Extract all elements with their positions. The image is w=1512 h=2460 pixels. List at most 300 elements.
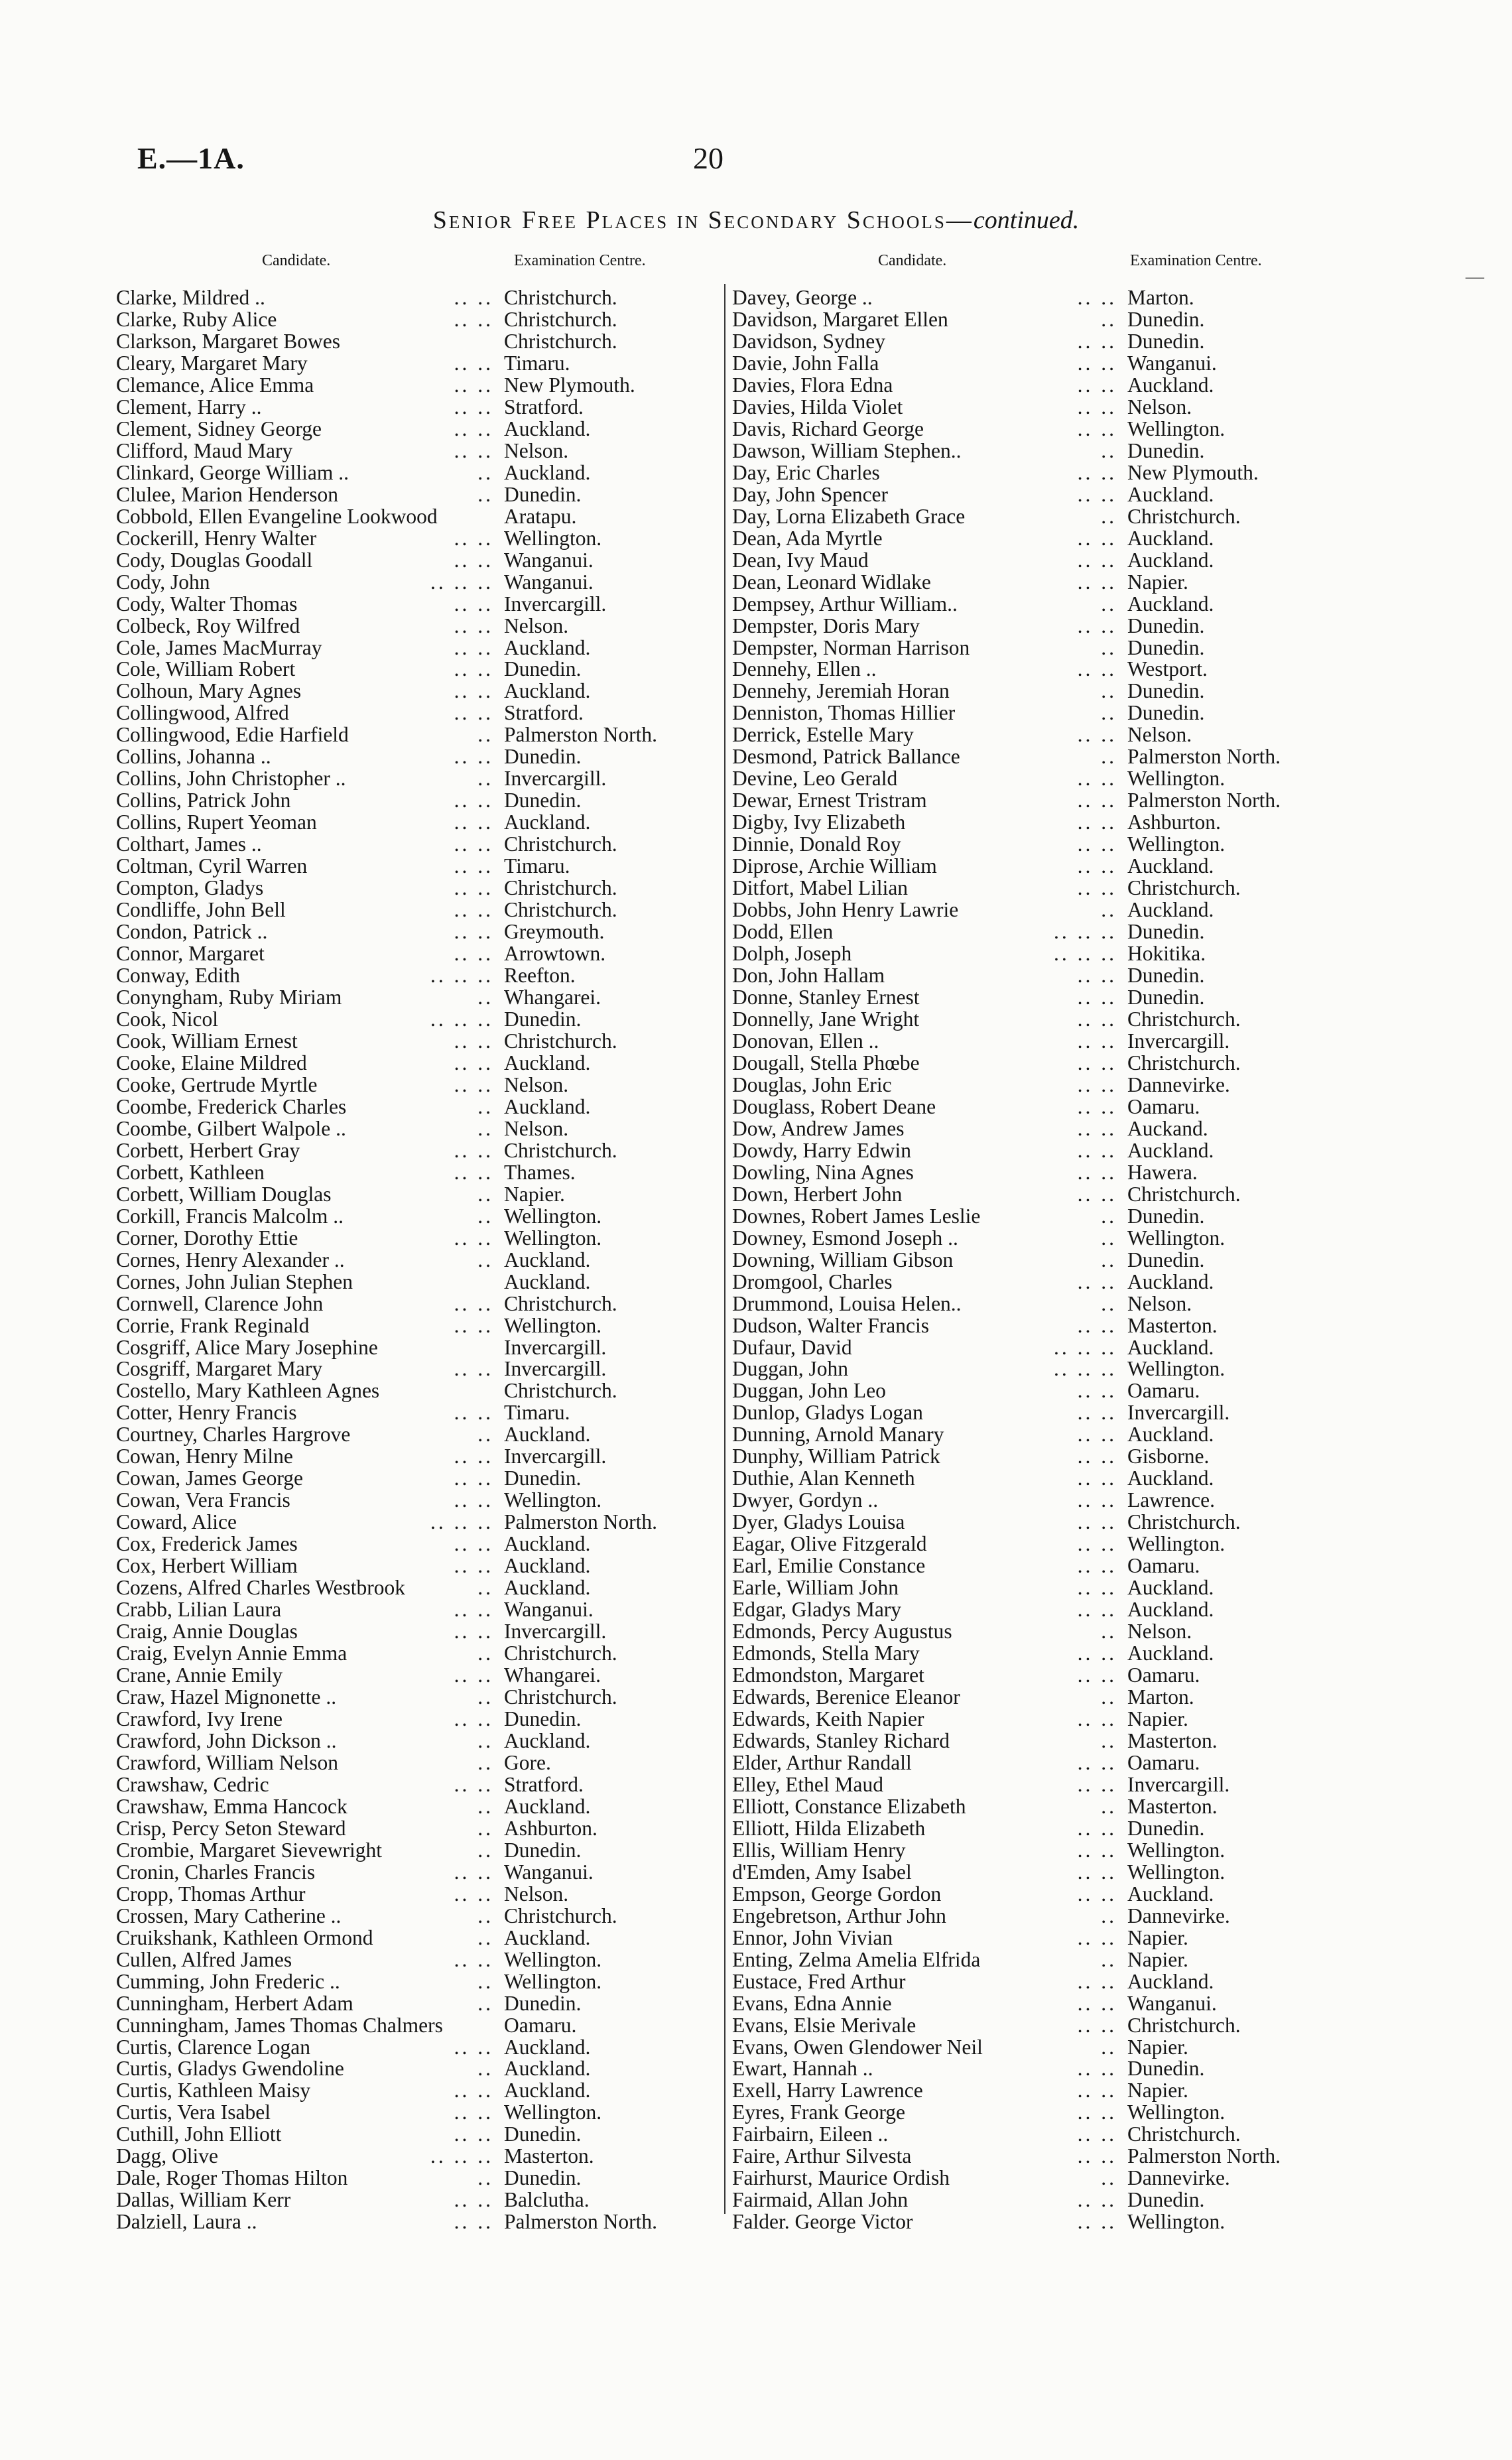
examination-centre: Dunedin. <box>1127 614 1205 637</box>
candidate-row <box>116 571 733 593</box>
candidate-row <box>732 1839 1349 1861</box>
leader-dots: .. <box>1101 592 1117 615</box>
candidate-row <box>116 2145 733 2167</box>
examination-centre: Invercargill. <box>504 1620 607 1644</box>
examination-centre: Dunedin. <box>504 2166 582 2190</box>
examination-centre: Invercargill. <box>504 1445 607 1468</box>
candidate-row <box>732 1161 1349 1183</box>
leader-dots: .. .. <box>1077 1138 1117 1162</box>
examination-centre: Dunedin. <box>1127 1204 1205 1228</box>
candidate-name: Crawford, Ivy Irene <box>116 1707 283 1730</box>
leader-dots: .. .. <box>1077 1925 1117 1949</box>
candidate-name: Crane, Annie Emily <box>116 1663 283 1687</box>
examination-centre: Whangarei. <box>504 986 601 1009</box>
candidate-name: Douglas, John Eric <box>732 1072 892 1096</box>
candidate-row <box>732 1315 1349 1336</box>
candidate-name: Devine, Leo Gerald <box>732 767 898 791</box>
candidate-row <box>732 1205 1349 1227</box>
candidate-name: Eagar, Olive Fitzgerald <box>732 1532 927 1556</box>
candidate-row <box>732 855 1349 877</box>
candidate-name: Dempsey, Arthur William.. <box>732 592 958 615</box>
leader-dots: .. <box>477 1728 493 1752</box>
leader-dots: .. <box>477 1642 493 1665</box>
candidate-row <box>732 396 1349 418</box>
candidate-name: Edwards, Keith Napier <box>732 1707 924 1730</box>
examination-centre: Dunedin. <box>1127 2057 1205 2081</box>
examination-centre: Dunedin. <box>504 657 582 681</box>
examination-centre: Auckland. <box>1127 898 1214 922</box>
leader-dots: .. <box>477 1116 493 1140</box>
leader-dots: .. .. <box>1077 1642 1117 1665</box>
leader-dots: .. <box>477 1794 493 1818</box>
leader-dots: .. .. <box>454 417 493 440</box>
leader-dots: .. <box>1101 1620 1117 1644</box>
candidate-name: Costello, Mary Kathleen Agnes <box>116 1379 380 1403</box>
candidate-row <box>732 2014 1349 2036</box>
candidate-row <box>116 484 733 505</box>
leader-dots: .. .. <box>454 789 493 812</box>
candidate-name: Cole, William Robert <box>116 657 296 681</box>
leader-dots: .. <box>1101 2035 1117 2059</box>
leader-dots: .. .. <box>1077 614 1117 637</box>
examination-centre: Aratapu. <box>504 504 577 528</box>
candidate-row <box>732 1992 1349 2014</box>
candidate-row <box>732 1533 1349 1555</box>
left-column <box>116 252 733 2234</box>
candidate-name: d'Emden, Amy Isabel <box>732 1860 912 1884</box>
examination-centre: Lawrence. <box>1127 1488 1216 1512</box>
candidate-row <box>116 1664 733 1686</box>
examination-centre: Wanganui. <box>1127 1991 1217 2015</box>
candidate-row <box>732 921 1349 942</box>
examination-centre: Auckand. <box>1127 1116 1208 1140</box>
candidate-row <box>116 2057 733 2079</box>
candidate-row <box>732 1008 1349 1030</box>
candidate-row <box>116 1118 733 1139</box>
examination-centre: Stratford. <box>504 1772 584 1796</box>
examination-centre: Dunedin. <box>1127 920 1205 944</box>
examination-centre: Nelson. <box>1127 1291 1192 1315</box>
candidate-name: Day, John Spencer <box>732 482 889 506</box>
candidate-name: Conyngham, Ruby Miriam <box>116 986 342 1009</box>
candidate-name: Cleary, Margaret Mary <box>116 351 308 375</box>
candidate-name: Clarke, Ruby Alice <box>116 307 277 331</box>
candidate-name: Dean, Ivy Maud <box>732 548 869 572</box>
leader-dots: .. .. <box>454 1620 493 1644</box>
leader-dots: .. .. <box>1077 1007 1117 1031</box>
examination-centre: Wanganui. <box>504 548 594 572</box>
examination-centre: Dunedin. <box>1127 986 1205 1009</box>
leader-dots: .. <box>1101 1248 1117 1271</box>
leader-dots: .. .. <box>1077 964 1117 988</box>
candidate-row <box>732 877 1349 899</box>
leader-dots: .. .. <box>1077 1750 1117 1774</box>
leader-dots: .. .. <box>454 898 493 922</box>
candidate-row <box>732 1620 1349 1642</box>
candidate-name: Edwards, Berenice Eleanor <box>732 1685 960 1709</box>
candidate-row <box>732 1249 1349 1271</box>
candidate-name: Elley, Ethel Maud <box>732 1772 884 1796</box>
candidate-row <box>116 1423 733 1445</box>
leader-dots: .. .. <box>454 2101 493 2124</box>
candidate-row <box>116 1139 733 1161</box>
candidate-row <box>732 2123 1349 2145</box>
examination-centre: Masterton. <box>504 2144 594 2168</box>
leader-dots: .. <box>477 1969 493 1993</box>
examination-centre: Napier. <box>1127 2079 1188 2103</box>
candidate-row <box>116 527 733 549</box>
examination-centre: Auckland. <box>1127 1642 1214 1665</box>
candidate-row <box>732 1423 1349 1445</box>
leader-dots: .. .. <box>1077 1554 1117 1578</box>
candidate-row <box>732 1774 1349 1795</box>
examination-centre: Invercargill. <box>504 1357 607 1381</box>
candidate-row <box>732 1708 1349 1730</box>
leader-dots: .. .. <box>1077 1816 1117 1840</box>
leader-dots: .. .. <box>1077 1423 1117 1447</box>
leader-dots: .. <box>477 986 493 1009</box>
candidate-row <box>732 1358 1349 1380</box>
candidate-row <box>116 1096 733 1118</box>
candidate-row <box>116 1271 733 1293</box>
candidate-name: Empson, George Gordon <box>732 1882 942 1906</box>
candidate-row <box>116 833 733 855</box>
leader-dots: .. .. <box>1077 1663 1117 1687</box>
candidate-name: Dowling, Nina Agnes <box>732 1160 914 1184</box>
candidate-name: Dinnie, Donald Roy <box>732 832 901 856</box>
examination-centre: Auckland. <box>504 1269 591 1293</box>
candidate-name: Cook, Nicol <box>116 1007 218 1031</box>
candidate-name: Dalziell, Laura .. <box>116 2210 257 2234</box>
candidate-row <box>116 374 733 396</box>
examination-centre: Greymouth. <box>504 920 605 944</box>
candidate-row <box>116 1511 733 1533</box>
candidate-name: Cox, Herbert William <box>116 1554 298 1578</box>
candidate-name: Davey, George .. <box>732 286 873 309</box>
examination-centre: Wellington. <box>1127 1357 1226 1381</box>
candidate-row <box>732 1664 1349 1686</box>
candidate-name: Clifford, Maud Mary <box>116 438 293 462</box>
leader-dots: .. .. <box>1077 986 1117 1009</box>
candidate-row <box>732 1927 1349 1949</box>
candidate-row <box>116 1445 733 1467</box>
candidate-name: Edwards, Stanley Richard <box>732 1728 950 1752</box>
examination-centre: Dunedin. <box>1127 438 1205 462</box>
leader-dots: .. <box>477 1838 493 1862</box>
candidate-row <box>732 1489 1349 1511</box>
leader-dots: .. .. <box>454 1445 493 1468</box>
leader-dots: .. .. <box>1077 1269 1117 1293</box>
candidate-name: Curtis, Clarence Logan <box>116 2035 311 2059</box>
leader-dots: .. <box>1101 635 1117 659</box>
examination-centre: Auckland. <box>1127 592 1214 615</box>
candidate-row <box>732 593 1349 615</box>
examination-centre: Auckland. <box>1127 526 1214 550</box>
candidate-name: Desmond, Patrick Ballance <box>732 745 960 769</box>
candidate-row <box>116 1008 733 1030</box>
candidate-name: Cowan, Vera Francis <box>116 1488 290 1512</box>
candidate-name: Downes, Robert James Leslie <box>732 1204 981 1228</box>
candidate-name: Corner, Dorothy Ettie <box>116 1226 298 1250</box>
candidate-name: Cole, James MacMurray <box>116 635 322 659</box>
leader-dots: .. .. <box>1077 482 1117 506</box>
candidate-row <box>116 1992 733 2014</box>
candidate-row <box>116 789 733 811</box>
right-centre-heading: Examination Centre. <box>1130 252 1262 269</box>
leader-dots: .. <box>1101 1226 1117 1250</box>
examination-centre: Napier. <box>1127 570 1188 594</box>
leader-dots: .. .. <box>1077 1838 1117 1862</box>
candidate-name: Cronin, Charles Francis <box>116 1860 316 1884</box>
candidate-name: Cunningham, James Thomas Chalmers <box>116 2013 443 2037</box>
candidate-name: Earl, Emilie Constance <box>732 1554 926 1578</box>
examination-centre: Balclutha. <box>504 2188 590 2212</box>
candidate-name: Dunphy, William Patrick <box>732 1445 940 1468</box>
leader-dots: .. .. <box>454 2210 493 2234</box>
leader-dots: .. .. .. <box>1054 942 1117 966</box>
candidate-row <box>732 986 1349 1008</box>
leader-dots: .. .. <box>1077 1116 1117 1140</box>
examination-centre: Oamaru. <box>1127 1750 1200 1774</box>
candidate-row <box>732 1118 1349 1139</box>
examination-centre: Auckland. <box>1127 1969 1214 1993</box>
candidate-name: Craw, Hazel Mignonette .. <box>116 1685 337 1709</box>
leader-dots: .. .. <box>1077 373 1117 397</box>
examination-centre: Invercargill. <box>504 592 607 615</box>
examination-centre: Dunedin. <box>504 745 582 769</box>
candidate-name: Dale, Roger Thomas Hilton <box>116 2166 348 2190</box>
leader-dots: .. <box>477 1816 493 1840</box>
candidate-row <box>116 899 733 921</box>
examination-centre: Wellington. <box>1127 767 1226 791</box>
leader-dots: .. .. <box>1077 854 1117 878</box>
leader-dots: .. .. <box>454 1226 493 1250</box>
leader-dots: .. .. .. <box>430 964 493 988</box>
leader-dots: .. .. <box>454 526 493 550</box>
candidate-row <box>732 1467 1349 1489</box>
candidate-row <box>116 1949 733 1971</box>
candidate-row <box>116 2014 733 2036</box>
examination-centre: Westport. <box>1127 657 1208 681</box>
candidate-row <box>732 549 1349 571</box>
candidate-row <box>116 418 733 440</box>
candidate-row <box>116 1205 733 1227</box>
leader-dots: .. <box>1101 898 1117 922</box>
candidate-row <box>116 330 733 352</box>
candidate-name: Evans, Elsie Merivale <box>732 2013 916 2037</box>
leader-dots: .. .. <box>1077 1510 1117 1534</box>
candidate-name: Derrick, Estelle Mary <box>732 723 914 747</box>
candidate-row <box>116 2189 733 2211</box>
examination-centre: Timaru. <box>504 1401 570 1425</box>
examination-centre: Christchurch. <box>1127 1051 1241 1074</box>
examination-centre: Wellington. <box>1127 832 1226 856</box>
candidate-name: Elder, Arthur Randall <box>732 1750 912 1774</box>
leader-dots: .. .. <box>1077 767 1117 791</box>
examination-centre: Dunedin. <box>504 1838 582 1862</box>
leader-dots: .. .. <box>454 1029 493 1053</box>
leader-dots: .. .. <box>454 1947 493 1971</box>
candidate-name: Clemance, Alice Emma <box>116 373 314 397</box>
examination-centre: Dunedin. <box>1127 701 1205 725</box>
examination-centre: Dunedin. <box>1127 307 1205 331</box>
leader-dots: .. .. <box>454 1072 493 1096</box>
examination-centre: Wellington. <box>504 2101 602 2124</box>
leader-dots: .. .. .. <box>430 2144 493 2168</box>
leader-dots: .. .. <box>1077 789 1117 812</box>
candidate-name: Elliott, Hilda Elizabeth <box>732 1816 926 1840</box>
candidate-name: Collins, Rupert Yeoman <box>116 810 317 834</box>
candidate-row <box>116 1861 733 1883</box>
candidate-name: Craig, Evelyn Annie Emma <box>116 1642 347 1665</box>
leader-dots: .. <box>477 1750 493 1774</box>
candidate-row <box>732 1883 1349 1905</box>
candidate-row <box>732 1271 1349 1293</box>
leader-dots: .. .. <box>1077 1182 1117 1206</box>
candidate-row <box>116 767 733 789</box>
candidate-row <box>732 2145 1349 2167</box>
candidate-name: Clement, Harry .. <box>116 395 262 419</box>
leader-dots: .. .. <box>454 745 493 769</box>
leader-dots: .. .. <box>1077 395 1117 419</box>
candidate-name: Ennor, John Vivian <box>732 1925 893 1949</box>
candidate-row <box>116 811 733 833</box>
candidate-row <box>732 1336 1349 1358</box>
examination-centre: Auckland. <box>1127 1466 1214 1490</box>
examination-centre: Auckland. <box>504 1248 591 1271</box>
examination-centre: Dunedin. <box>1127 2188 1205 2212</box>
page-number: 20 <box>693 141 724 175</box>
candidate-row <box>116 1555 733 1577</box>
leader-dots: .. .. <box>1077 1094 1117 1118</box>
candidate-row <box>116 1315 733 1336</box>
candidate-row <box>116 1598 733 1620</box>
candidate-name: Eyres, Frank George <box>732 2101 905 2124</box>
leader-dots: .. .. <box>454 1598 493 1622</box>
candidate-name: Duggan, John <box>732 1357 848 1381</box>
candidate-row <box>732 724 1349 745</box>
examination-centre: Timaru. <box>504 854 570 878</box>
leader-dots: .. .. <box>454 2035 493 2059</box>
candidate-name: Crawshaw, Cedric <box>116 1772 269 1796</box>
candidate-row <box>732 1817 1349 1839</box>
candidate-name: Edgar, Gladys Mary <box>732 1598 902 1622</box>
examination-centre: Dunedin. <box>504 1707 582 1730</box>
candidate-row <box>116 964 733 986</box>
candidate-row <box>116 1752 733 1774</box>
candidate-name: Edmonds, Percy Augustus <box>732 1620 952 1644</box>
candidate-row <box>116 549 733 571</box>
candidate-row <box>116 1161 733 1183</box>
candidate-row <box>116 1620 733 1642</box>
candidate-row <box>116 1795 733 1817</box>
candidate-name: Cotter, Henry Francis <box>116 1401 297 1425</box>
leader-dots: .. .. <box>454 548 493 572</box>
leader-dots: .. <box>1101 1291 1117 1315</box>
candidate-name: Corbett, William Douglas <box>116 1182 332 1206</box>
candidate-row <box>116 2167 733 2189</box>
examination-centre: Nelson. <box>504 1882 569 1906</box>
examination-centre: Wellington. <box>1127 1838 1226 1862</box>
examination-centre: Christchurch. <box>504 307 617 331</box>
examination-centre: Dunedin. <box>504 2122 582 2146</box>
candidate-row <box>116 440 733 462</box>
examination-centre: Auckland. <box>504 417 591 440</box>
candidate-row <box>116 1227 733 1249</box>
leader-dots: .. .. .. <box>430 1007 493 1031</box>
leader-dots: .. <box>1101 745 1117 769</box>
examination-centre: Auckland. <box>504 1794 591 1818</box>
title-main: Senior Free Places in Secondary Schools— <box>432 206 974 234</box>
candidate-name: Dolph, Joseph <box>732 942 852 966</box>
leader-dots: .. .. <box>454 1554 493 1578</box>
candidate-row <box>732 527 1349 549</box>
examination-centre: Auckland. <box>504 1925 591 1949</box>
candidate-name: Davies, Flora Edna <box>732 373 893 397</box>
candidate-row <box>732 1795 1349 1817</box>
candidate-row <box>732 811 1349 833</box>
examination-centre: Dannevirke. <box>1127 2166 1230 2190</box>
candidate-row <box>732 1555 1349 1577</box>
candidate-name: Corkill, Francis Malcolm .. <box>116 1204 344 1228</box>
examination-centre: Wellington. <box>504 1226 602 1250</box>
left-column-header <box>116 252 733 277</box>
candidate-name: Diprose, Archie William <box>732 854 937 878</box>
examination-centre: Wellington. <box>1127 417 1226 440</box>
examination-centre: Auckland. <box>504 1576 591 1600</box>
leader-dots: .. .. <box>1077 526 1117 550</box>
examination-centre: Dunedin. <box>504 482 582 506</box>
examination-centre: Palmerston North. <box>1127 2144 1281 2168</box>
candidate-name: Ellis, William Henry <box>732 1838 906 1862</box>
left-candidate-list <box>116 287 733 2233</box>
leader-dots: .. .. <box>1077 1379 1117 1403</box>
candidate-name: Dallas, William Kerr <box>116 2188 291 2212</box>
candidate-row <box>116 680 733 702</box>
candidate-name: Corrie, Frank Reginald <box>116 1313 310 1337</box>
candidate-name: Davies, Hilda Violet <box>732 395 903 419</box>
examination-centre: Ashburton. <box>1127 810 1221 834</box>
examination-centre: Auckland. <box>504 2079 591 2103</box>
candidate-name: Ditfort, Mabel Lilian <box>732 876 909 900</box>
candidate-name: Cunningham, Herbert Adam <box>116 1991 353 2015</box>
left-candidate-heading: Candidate. <box>262 252 331 269</box>
candidate-row <box>116 462 733 484</box>
candidate-name: Dow, Andrew James <box>732 1116 905 1140</box>
examination-centre: Gore. <box>504 1750 551 1774</box>
leader-dots: .. <box>1101 1794 1117 1818</box>
candidate-row <box>116 352 733 374</box>
candidate-name: Cooke, Elaine Mildred <box>116 1051 307 1074</box>
examination-centre: Wellington. <box>504 1488 602 1512</box>
examination-centre: Invercargill. <box>504 1335 607 1359</box>
candidate-name: Clinkard, George William .. <box>116 460 349 484</box>
leader-dots: .. .. <box>1077 657 1117 681</box>
candidate-name: Coltman, Cyril Warren <box>116 854 308 878</box>
leader-dots: .. <box>477 1182 493 1206</box>
candidate-name: Dunning, Arnold Manary <box>732 1423 944 1447</box>
leader-dots: .. <box>477 1248 493 1271</box>
examination-centre: Dunedin. <box>1127 1816 1205 1840</box>
leader-dots: .. .. <box>454 1291 493 1315</box>
leader-dots: .. .. .. <box>1054 1335 1117 1359</box>
examination-centre: Hawera. <box>1127 1160 1198 1184</box>
candidate-name: Colhoun, Mary Agnes <box>116 679 302 703</box>
leader-dots: .. .. <box>454 1663 493 1687</box>
leader-dots: .. .. <box>1077 832 1117 856</box>
examination-centre: Christchurch. <box>1127 1007 1241 1031</box>
leader-dots: .. .. <box>454 395 493 419</box>
